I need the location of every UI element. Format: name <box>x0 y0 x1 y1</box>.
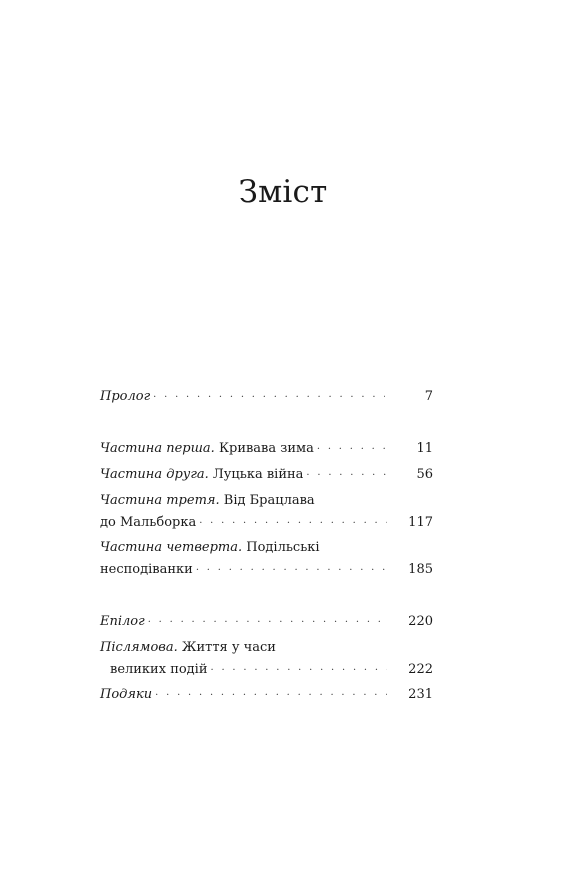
toc-entry-italic: Частина третя. <box>100 493 220 508</box>
toc-page-number: 56 <box>416 467 433 482</box>
toc-entry-title <box>100 537 320 559</box>
toc-entry-title <box>100 611 145 633</box>
toc-page-number: 7 <box>424 389 433 404</box>
toc-entry-title <box>100 386 150 408</box>
toc-entry-afterword[interactable] <box>100 637 433 682</box>
toc-entry-italic: Частина перша. <box>100 441 215 456</box>
toc-entry-acknowledgements[interactable] <box>100 684 433 707</box>
toc-entry-subtitle: Луцька війна <box>208 467 304 482</box>
leader-dots <box>317 439 387 461</box>
leader-dots <box>153 387 385 409</box>
toc-entry-continuation: великих подій <box>110 662 208 677</box>
leader-dots <box>155 685 387 707</box>
toc-entry-subtitle: Від Брацлава <box>219 493 315 508</box>
toc-entry-part-4[interactable] <box>100 537 433 582</box>
toc-entry-subtitle: Кривава зима <box>214 441 314 456</box>
toc-entry-part-3[interactable] <box>100 490 433 535</box>
leader-dots <box>196 560 387 582</box>
toc-entry-part-1[interactable] <box>100 438 433 461</box>
toc-entry-italic: Частина друга. <box>100 467 209 482</box>
toc-page-number: 220 <box>408 614 433 629</box>
leader-dots <box>306 465 387 487</box>
toc-entry-subtitle: Подільські <box>242 540 320 555</box>
toc-page-number: 11 <box>416 441 433 456</box>
toc-entry-title <box>100 438 314 460</box>
leader-dots <box>148 612 380 634</box>
toc-entry-continuation: до Мальборка <box>100 515 197 530</box>
leader-dots <box>199 513 387 535</box>
toc-entry-continuation: несподіванки <box>100 562 193 577</box>
toc-entry-title <box>100 490 315 512</box>
leader-dots <box>211 660 387 682</box>
toc-entry-title <box>100 464 303 486</box>
toc-entry-prologue[interactable] <box>100 386 433 409</box>
toc-page-number: 231 <box>408 687 433 702</box>
toc-page-number: 117 <box>408 515 433 530</box>
toc-entry-italic: Пролог <box>100 389 151 404</box>
toc-entry-italic: Післямова. <box>100 640 178 655</box>
toc-page-number: 222 <box>408 662 433 677</box>
toc-entry-italic: Подяки <box>100 687 153 702</box>
toc-entry-epilogue[interactable] <box>100 611 433 634</box>
toc-entry-italic: Епілог <box>100 614 145 629</box>
toc-entry-subtitle: Життя у часи <box>177 640 276 655</box>
toc-page-number: 185 <box>408 562 433 577</box>
toc-entry-part-2[interactable] <box>100 464 433 487</box>
toc-entry-title <box>100 684 152 706</box>
page-title: Зміст <box>238 174 328 210</box>
toc-entry-title <box>100 637 276 659</box>
toc-entry-italic: Частина четверта. <box>100 540 243 555</box>
